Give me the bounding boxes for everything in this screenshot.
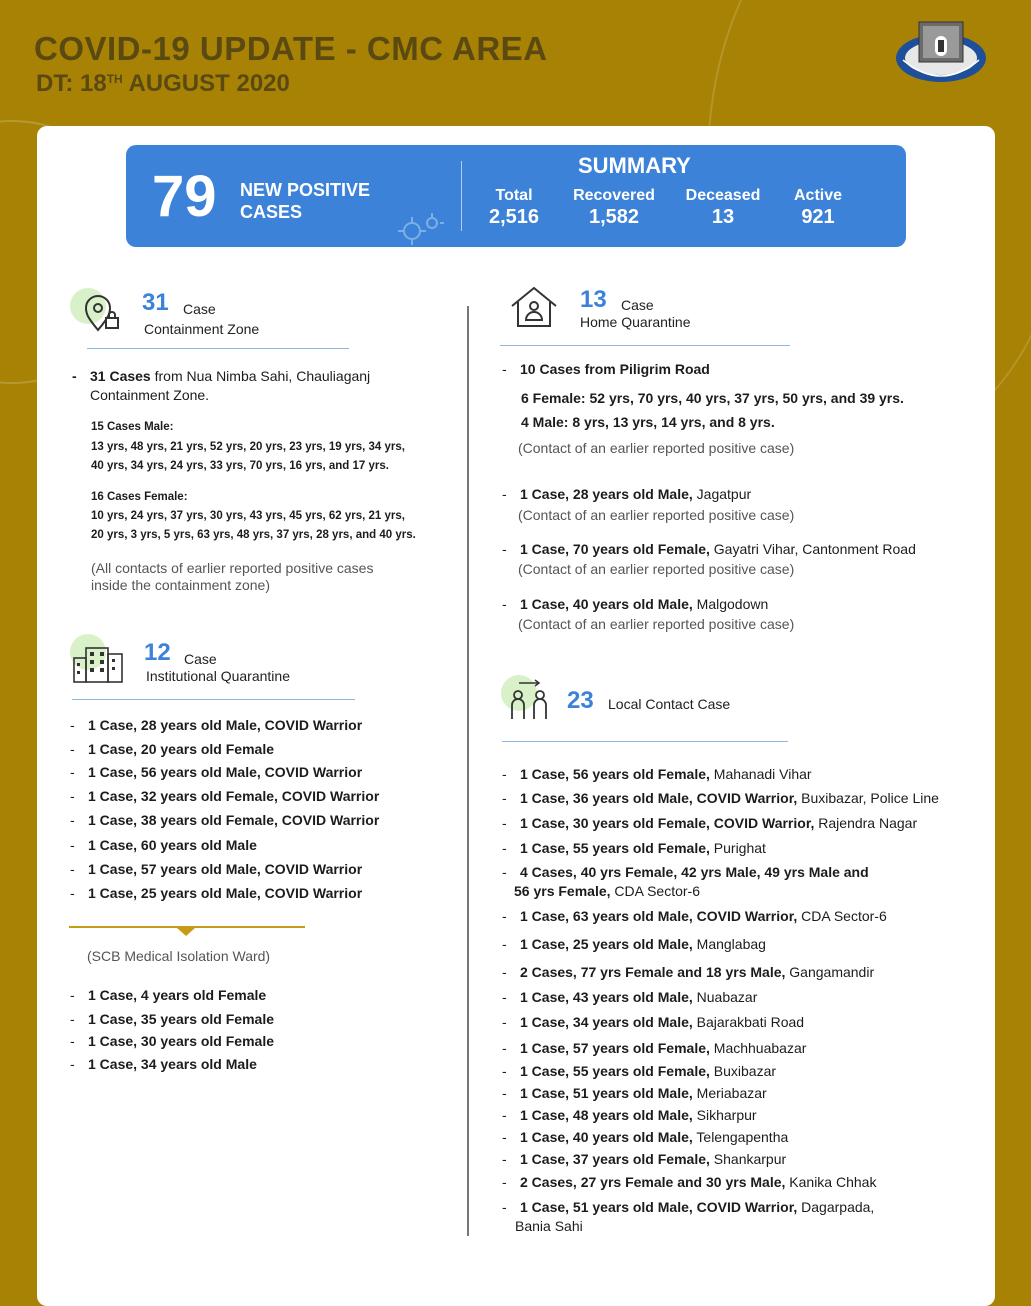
list-item: - 1 Case, 4 years old Female xyxy=(70,987,267,1003)
list-item: - 1 Case, 63 years old Male, COVID Warrior, CDA Sector-6 xyxy=(502,908,887,924)
summary-banner xyxy=(126,145,906,247)
institutional-label: Institutional Quarantine xyxy=(146,668,290,684)
content-card xyxy=(37,126,995,1306)
section-underline xyxy=(87,348,349,349)
gold-divider-pointer xyxy=(177,928,195,936)
local-label: Local Contact Case xyxy=(608,696,731,712)
list-item: - 1 Case, 34 years old Male xyxy=(70,1056,257,1072)
banner-divider xyxy=(461,161,462,231)
list-item: - 1 Case, 34 years old Male, Bajarakbati Road xyxy=(502,1014,805,1030)
home-male-ages: 4 Male: 8 yrs, 13 yrs, 14 yrs, and 8 yrs. xyxy=(521,414,775,430)
contact-note: (Contact of an earlier reported positive case) xyxy=(518,507,795,523)
list-item: - 1 Case, 30 years old Female, COVID Warrior, Rajendra Nagar xyxy=(502,815,918,831)
section-underline xyxy=(500,345,790,346)
contact-note: (Contact of an earlier reported positive case) xyxy=(518,561,795,577)
institutional-case-word: Case xyxy=(184,651,217,667)
column-divider xyxy=(467,306,469,1236)
section-underline xyxy=(72,699,355,700)
page-title: COVID-19 UPDATE - CMC AREA xyxy=(34,30,548,67)
list-item: - 1 Case, 40 years old Male, Telengapentha xyxy=(502,1129,789,1145)
list-item: - 1 Case, 25 years old Male, COVID Warrior xyxy=(70,885,363,901)
list-item: - 1 Case, 37 years old Female, Shankarpur xyxy=(502,1151,787,1167)
stat-recovered: Recovered 1,582 xyxy=(573,187,655,228)
list-item: - 1 Case, 20 years old Female xyxy=(70,741,274,757)
institutional-count: 12 xyxy=(144,639,171,666)
report-date: DT: 18TH AUGUST 2020 xyxy=(36,70,290,97)
list-item: - 1 Case, 51 years old Male, Meriabazar xyxy=(502,1085,767,1101)
list-item: - 1 Case, 56 years old Female, Mahanadi Vihar xyxy=(502,766,812,782)
home-icon xyxy=(506,280,562,336)
stat-active: Active 921 xyxy=(793,187,843,228)
list-item: - 1 Case, 40 years old Male, Malgodown xyxy=(502,596,769,612)
list-item: - 31 Cases from Nua Nimba Sahi, Chauliaganj xyxy=(72,368,371,384)
list-item: - 4 Cases, 40 yrs Female, 42 yrs Male, 49 yrs Male and xyxy=(502,864,869,880)
list-item: - 10 Cases from Piligrim Road xyxy=(502,361,710,377)
list-item: - 1 Case, 57 years old Male, COVID Warrior xyxy=(70,861,363,877)
home-count: 13 xyxy=(580,286,607,313)
new-positive-count: 79 xyxy=(152,164,217,229)
list-item: - 1 Case, 70 years old Female, Gayatri Vihar, Cantonment Road xyxy=(502,541,916,557)
containment-note: inside the containment zone) xyxy=(91,577,270,593)
section-underline xyxy=(502,741,788,742)
containment-note: (All contacts of earlier reported positive cases xyxy=(91,560,374,576)
home-case-word: Case xyxy=(621,297,654,313)
list-item: - 1 Case, 25 years old Male, Manglabag xyxy=(502,936,766,952)
list-item-continuation: Bania Sahi xyxy=(515,1218,583,1234)
male-heading: 15 Cases Male: xyxy=(91,421,174,433)
list-item: - 1 Case, 56 years old Male, COVID Warrior xyxy=(70,764,363,780)
male-ages: 40 yrs, 34 yrs, 24 yrs, 33 yrs, 70 yrs, 16 yrs, and 17 yrs. xyxy=(91,460,389,472)
containment-label: Containment Zone xyxy=(144,321,260,337)
containment-case-word: Case xyxy=(183,301,216,317)
list-item: - 1 Case, 43 years old Male, Nuabazar xyxy=(502,989,758,1005)
list-item: - 1 Case, 57 years old Female, Machhuabazar xyxy=(502,1040,807,1056)
new-positive-label: NEW POSITIVE CASES xyxy=(240,180,371,222)
female-ages: 10 yrs, 24 yrs, 37 yrs, 30 yrs, 43 yrs, 45 yrs, 62 yrs, 21 yrs, xyxy=(91,510,405,522)
local-count: 23 xyxy=(567,687,594,714)
summary-title: SUMMARY xyxy=(578,153,691,178)
female-ages: 20 yrs, 3 yrs, 5 yrs, 63 yrs, 48 yrs, 37 yrs, 28 yrs, and 40 yrs. xyxy=(91,529,416,541)
list-item: - 1 Case, 28 years old Male, Jagatpur xyxy=(502,486,752,502)
list-item: - 1 Case, 38 years old Female, COVID Warrior xyxy=(70,812,380,828)
contact-note: (Contact of an earlier reported positive case) xyxy=(518,616,795,632)
male-ages: 13 yrs, 48 yrs, 21 yrs, 52 yrs, 20 yrs, 23 yrs, 19 yrs, 34 yrs, xyxy=(91,441,405,453)
list-item: - 2 Cases, 77 yrs Female and 18 yrs Male, Gangamandir xyxy=(502,964,875,980)
scb-ward-label: (SCB Medical Isolation Ward) xyxy=(87,948,271,964)
list-item: - 1 Case, 36 years old Male, COVID Warrior, Buxibazar, Police Line xyxy=(502,790,939,806)
contact-people-icon xyxy=(501,675,557,731)
list-item: - 1 Case, 60 years old Male xyxy=(70,837,257,853)
stat-deceased: Deceased 13 xyxy=(685,187,761,228)
list-item-continuation: Containment Zone. xyxy=(90,387,210,403)
contact-note: (Contact of an earlier reported positive case) xyxy=(518,440,795,456)
list-item-continuation: 56 yrs Female, CDA Sector-6 xyxy=(514,883,700,899)
list-item: - 1 Case, 32 years old Female, COVID Warrior xyxy=(70,788,380,804)
list-item: - 1 Case, 30 years old Female xyxy=(70,1033,274,1049)
containment-count: 31 xyxy=(142,289,169,316)
female-heading: 16 Cases Female: xyxy=(91,491,188,503)
stat-total: Total 2,516 xyxy=(488,187,540,228)
home-label: Home Quarantine xyxy=(580,314,691,330)
list-item: - 1 Case, 51 years old Male, COVID Warrior, Dagarpada, xyxy=(502,1199,875,1215)
home-female-ages: 6 Female: 52 yrs, 70 yrs, 40 yrs, 37 yrs, 50 yrs, and 39 yrs. xyxy=(521,390,904,406)
list-item: - 1 Case, 55 years old Female, Buxibazar xyxy=(502,1063,777,1079)
list-item: - 1 Case, 35 years old Female xyxy=(70,1011,274,1027)
virus-icon xyxy=(392,209,446,247)
building-icon xyxy=(70,634,126,690)
containment-zone-icon xyxy=(70,288,126,344)
list-item: - 1 Case, 55 years old Female, Purighat xyxy=(502,840,766,856)
list-item: - 1 Case, 48 years old Male, Sikharpur xyxy=(502,1107,757,1123)
list-item: - 2 Cases, 27 yrs Female and 30 yrs Male, Kanika Chhak xyxy=(502,1174,877,1190)
municipal-corporation-logo-icon xyxy=(893,18,989,92)
list-item: - 1 Case, 28 years old Male, COVID Warrior xyxy=(70,717,363,733)
